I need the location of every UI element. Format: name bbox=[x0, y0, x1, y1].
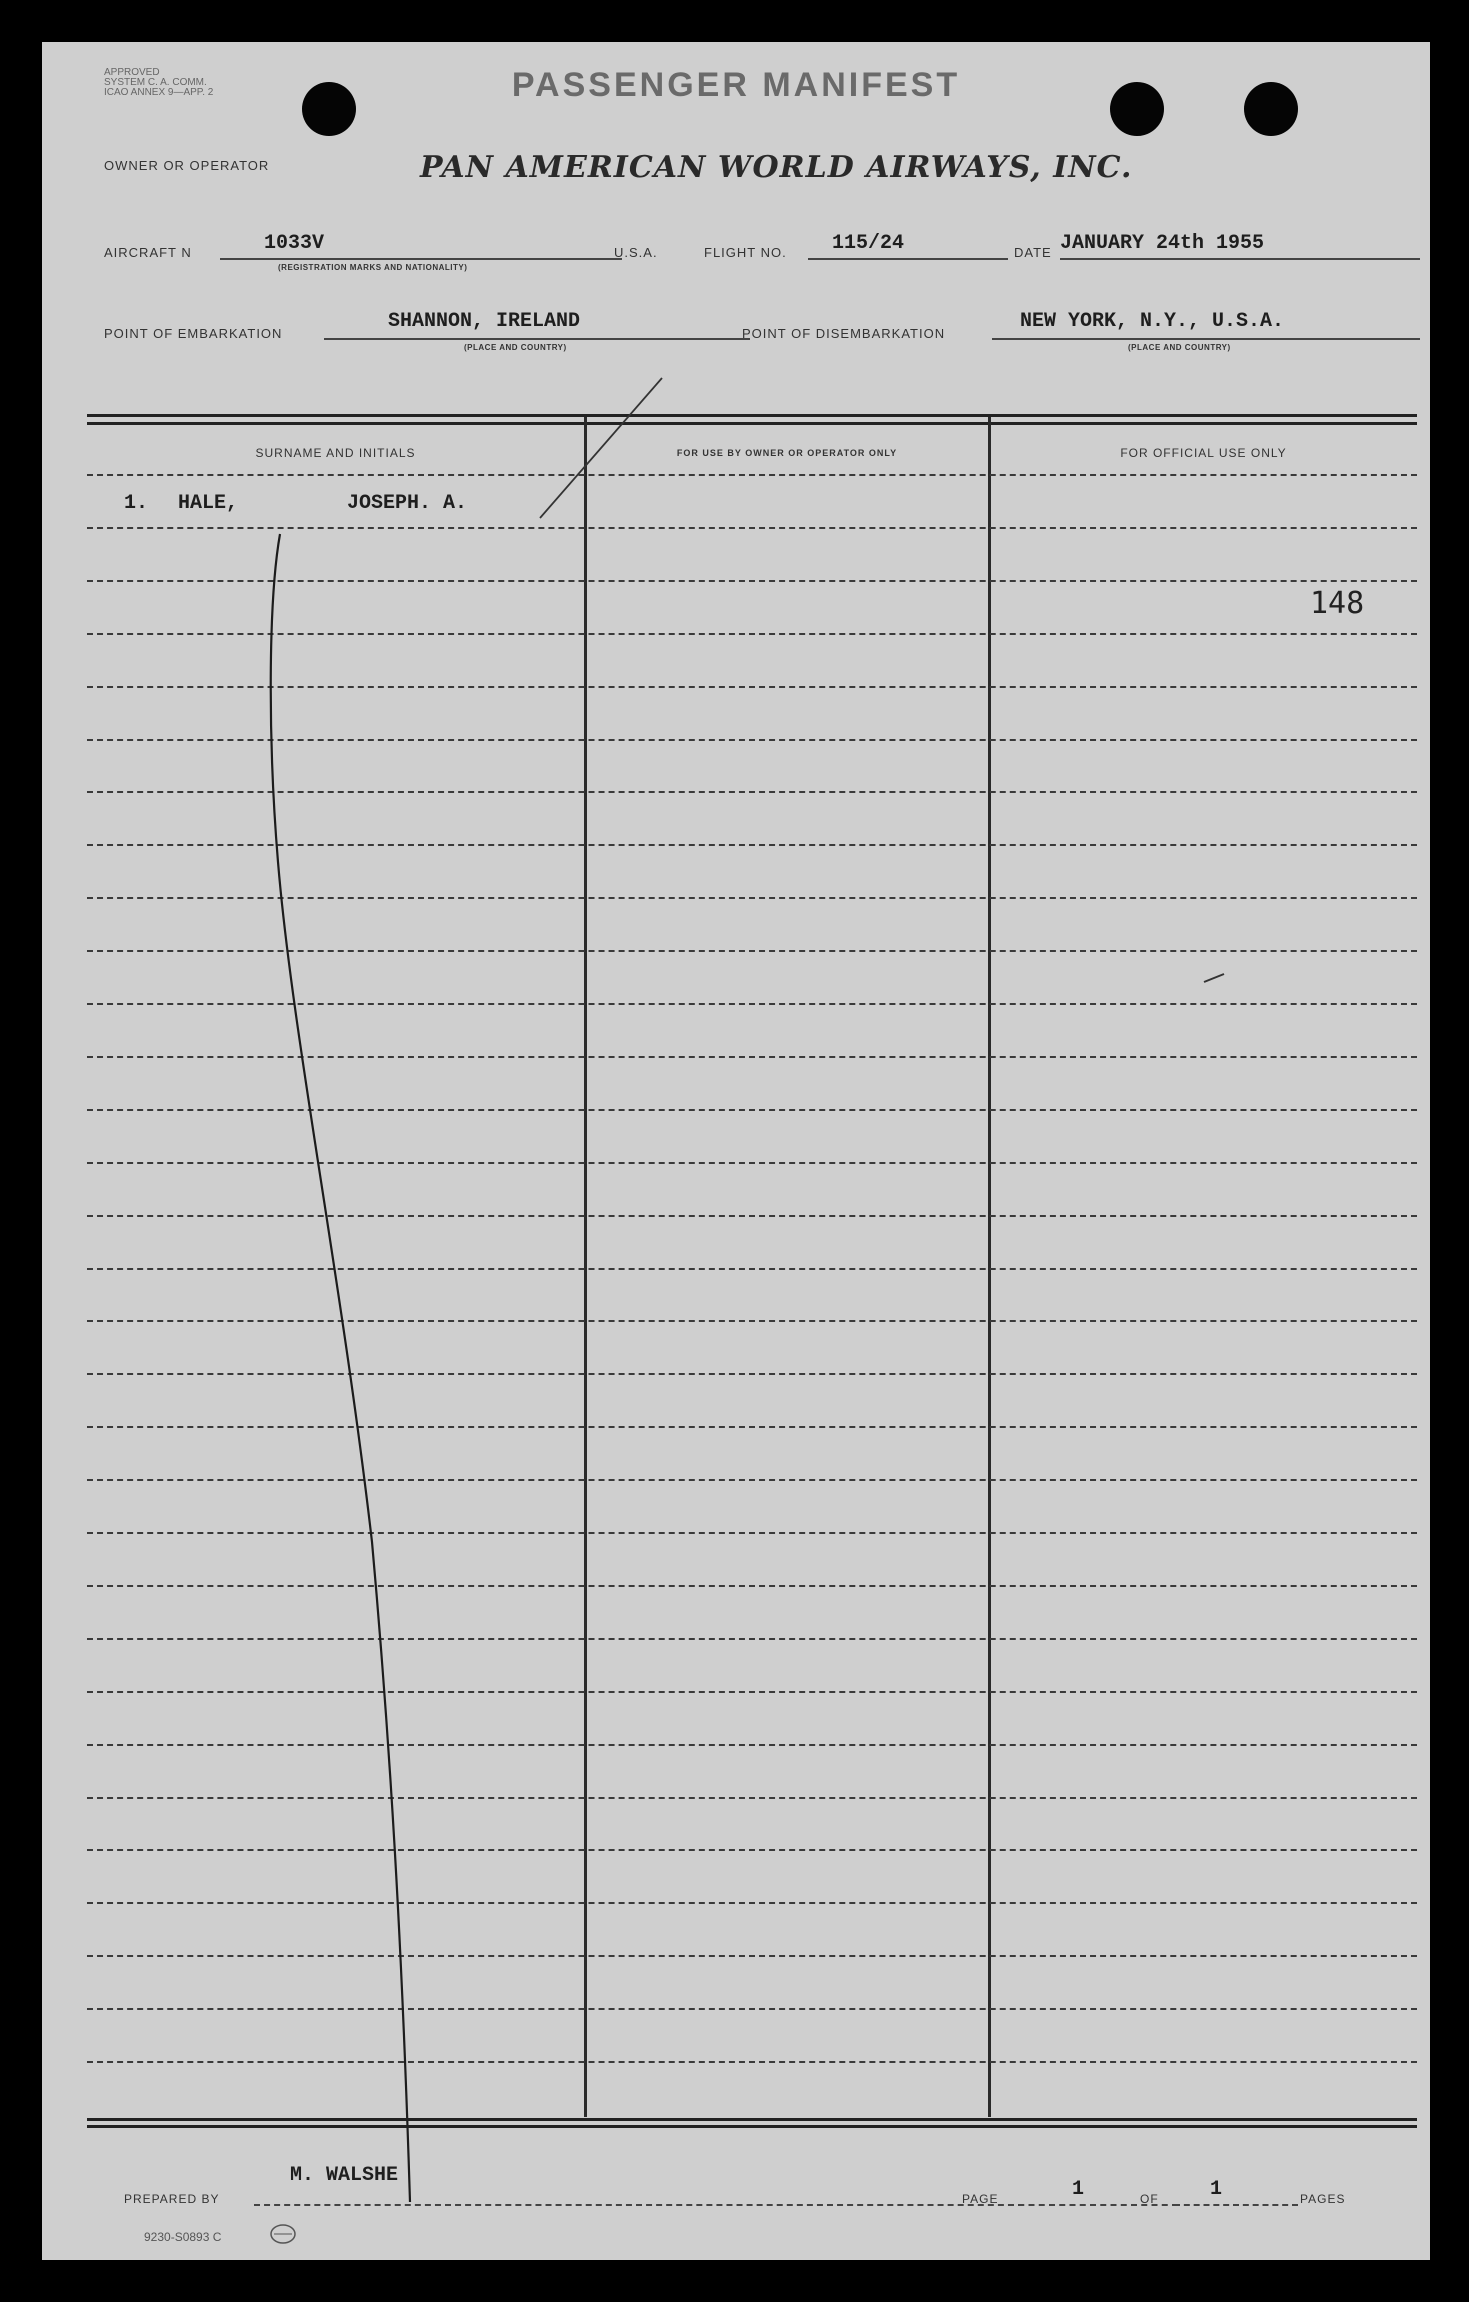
passenger-number: 1. bbox=[124, 492, 149, 515]
prepared-by-underline bbox=[254, 2204, 1024, 2206]
vertical-pen-stroke bbox=[271, 534, 410, 2202]
embarkation-value: SHANNON, IRELAND bbox=[388, 310, 581, 333]
aircraft-label: AIRCRAFT N bbox=[104, 245, 192, 260]
flight-value: 115/24 bbox=[832, 232, 905, 255]
column-header-official: FOR OFFICIAL USE ONLY bbox=[1120, 446, 1287, 460]
passenger-surname: HALE, bbox=[178, 492, 239, 515]
page-current: 1 bbox=[1072, 2178, 1085, 2201]
passenger-given-name: JOSEPH. A. bbox=[347, 492, 468, 515]
table-bottom-rule bbox=[87, 2118, 1417, 2121]
aircraft-caption: (REGISTRATION MARKS AND NATIONALITY) bbox=[278, 263, 468, 272]
page-label: PAGE bbox=[962, 2192, 999, 2206]
owner-operator-label: OWNER OR OPERATOR bbox=[104, 158, 270, 173]
of-label: OF bbox=[1140, 2192, 1159, 2206]
diagonal-pen-stroke bbox=[540, 378, 662, 518]
page-total-underline bbox=[1174, 2204, 1298, 2206]
date-label: DATE bbox=[1014, 245, 1052, 260]
form-number: 9230-S0893 C bbox=[144, 2230, 222, 2244]
column-header-operator: FOR USE BY OWNER OR OPERATOR ONLY bbox=[676, 448, 898, 458]
page-total: 1 bbox=[1210, 2178, 1223, 2201]
column-header-surname: SURNAME AND INITIALS bbox=[255, 446, 416, 460]
disembarkation-label: POINT OF DISEMBARKATION bbox=[742, 326, 946, 341]
table-bottom-rule-2 bbox=[87, 2125, 1417, 2128]
short-tick-mark bbox=[1204, 974, 1224, 982]
manifest-sheet bbox=[42, 42, 1430, 2260]
disembarkation-caption: (PLACE AND COUNTRY) bbox=[1128, 343, 1231, 352]
embarkation-caption: (PLACE AND COUNTRY) bbox=[464, 343, 567, 352]
owner-operator-value: PAN AMERICAN WORLD AIRWAYS, INC. bbox=[420, 150, 1133, 185]
pen-strokes bbox=[42, 42, 1430, 2260]
prepared-by-label: PREPARED BY bbox=[124, 2192, 220, 2206]
disembarkation-value: NEW YORK, N.Y., U.S.A. bbox=[1020, 310, 1285, 333]
union-label-icon bbox=[268, 2222, 298, 2246]
approval-line: ICAO ANNEX 9—APP. 2 bbox=[104, 87, 214, 98]
form-title: PASSENGER MANIFEST bbox=[511, 66, 961, 104]
date-value: JANUARY 24th 1955 bbox=[1060, 232, 1265, 255]
prepared-by-value: M. WALSHE bbox=[290, 2164, 399, 2187]
embarkation-label: POINT OF EMBARKATION bbox=[104, 326, 283, 341]
official-note: 148 bbox=[1310, 586, 1365, 621]
aircraft-value: 1033V bbox=[264, 232, 325, 255]
approval-line: APPROVED bbox=[104, 67, 160, 78]
usa-label: U.S.A. bbox=[614, 245, 658, 260]
flight-label: FLIGHT NO. bbox=[704, 245, 787, 260]
pages-label: PAGES bbox=[1300, 2192, 1346, 2206]
approval-line: SYSTEM C. A. COMM. bbox=[104, 77, 207, 88]
